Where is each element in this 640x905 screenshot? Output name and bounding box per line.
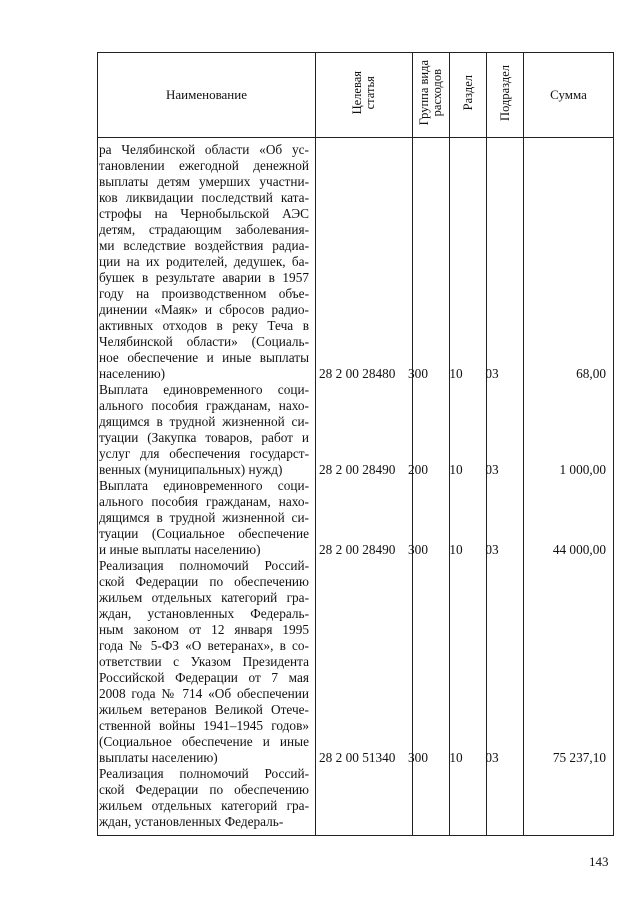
name-text-line: бушек в результате аварии в 1957: [99, 270, 309, 285]
name-text-line: (Социальное обеспечение и иные: [99, 734, 309, 749]
header-subsection: Подраздел: [487, 53, 524, 138]
name-text-line: ответствии с Указом Президента: [99, 654, 309, 669]
sum-cell: 68,00: [576, 366, 606, 381]
sum-cell: 75 237,10: [552, 750, 606, 765]
header-target-article: Целевая статья: [316, 53, 413, 138]
group-cell: 300: [408, 542, 428, 557]
name-text-line: Российской Федерации от 7 мая: [99, 670, 309, 685]
subsection-cell: 03: [485, 542, 499, 557]
name-text-line: ра Челябинской области «Об ус-: [99, 142, 309, 157]
header-section: Раздел: [450, 53, 487, 138]
section-cell: 10: [449, 542, 463, 557]
section-cell: 10: [449, 750, 463, 765]
group-column: [413, 138, 450, 836]
name-text-line: дящимся в трудной жизненной си-: [99, 510, 309, 525]
header-expense-group: Группа вида расходов: [413, 53, 450, 138]
name-text-line: Челябинской области» (Социаль-: [99, 334, 309, 349]
name-text-line: туации (Закупка товаров, работ и: [99, 430, 309, 445]
subsection-cell: 03: [485, 750, 499, 765]
name-text-line: ального пособия гражданам, нахо-: [99, 398, 309, 413]
section-column: [450, 138, 487, 836]
group-cell: 300: [408, 366, 428, 381]
sum-cell: 44 000,00: [552, 542, 606, 557]
header-sum: Сумма: [524, 53, 614, 138]
name-text-line: туации (Социальное обеспечение: [99, 526, 309, 541]
name-text-line: ков ликвидации последствий ката-: [99, 190, 309, 205]
name-text-line: выплаты населению): [99, 750, 218, 765]
subsection-cell: 03: [485, 366, 499, 381]
name-text-line: и иные выплаты населению): [99, 542, 261, 557]
table-header-row: [98, 53, 614, 138]
header-name: Наименование: [98, 53, 316, 138]
name-text-line: ской Федерации по обеспечению: [99, 574, 309, 589]
section-cell: 10: [449, 462, 463, 477]
name-text-line: ской Федерации по обеспечению: [99, 782, 309, 797]
name-text-line: ным законом от 12 января 1995: [99, 622, 309, 637]
name-text-line: ждан, установленных Федераль-: [99, 606, 309, 621]
sum-column: [524, 138, 614, 836]
group-cell: 200: [408, 462, 428, 477]
name-text-line: строфы на Чернобыльской АЭС: [99, 206, 309, 221]
subsection-column: [487, 138, 524, 836]
name-text-line: жильем отдельных категорий гра-: [99, 590, 309, 605]
target-column: [316, 138, 413, 836]
name-text-line: дящимся в трудной жизненной си-: [99, 414, 309, 429]
name-text-line: 2008 года № 714 «Об обеспечении: [99, 686, 309, 701]
name-text-line: ное обеспечение и иные выплаты: [99, 350, 309, 365]
name-text-line: году на производственном объе-: [99, 286, 309, 301]
name-text-line: динении «Маяк» и сбросов радио-: [99, 302, 309, 317]
name-text-line: услуг для обеспечения государст-: [99, 446, 309, 461]
name-text-line: Реализация полномочий Россий-: [99, 766, 309, 781]
page-number: 143: [589, 854, 609, 869]
name-text-line: ции на их родителей, дедушек, ба-: [99, 254, 309, 269]
target-cell: 28 2 00 28490: [319, 462, 396, 477]
name-text-line: тановлении ежегодной денежной: [99, 158, 309, 173]
name-text-line: венных (муниципальных) нужд): [99, 462, 283, 477]
target-cell: 28 2 00 51340: [319, 750, 396, 765]
name-text-line: Реализация полномочий Россий-: [99, 558, 309, 573]
section-cell: 10: [449, 366, 463, 381]
group-cell: 300: [408, 750, 428, 765]
name-text-line: активных отходов в реку Теча в: [99, 318, 309, 333]
name-text-line: жильем отдельных категорий гра-: [99, 798, 309, 813]
name-text-line: ственной войны 1941–1945 годов»: [99, 718, 309, 733]
name-text-line: ждан, установленных Федераль-: [99, 814, 284, 829]
target-cell: 28 2 00 28480: [319, 366, 396, 381]
subsection-cell: 03: [485, 462, 499, 477]
name-text-line: Выплата единовременного соци-: [99, 478, 309, 493]
target-cell: 28 2 00 28490: [319, 542, 396, 557]
name-text-line: населению): [99, 366, 166, 381]
sum-cell: 1 000,00: [559, 462, 606, 477]
name-text-line: выплаты детям умерших участни-: [99, 174, 309, 189]
name-text-line: года № 5-ФЗ «О ветеранах», в со-: [99, 638, 309, 653]
name-text-line: жильем ветеранов Великой Отече-: [99, 702, 309, 717]
name-text-line: ми вследствие воздействия радиа-: [99, 238, 309, 253]
name-text-line: Выплата единовременного соци-: [99, 382, 309, 397]
name-text-line: ального пособия гражданам, нахо-: [99, 494, 309, 509]
name-text-line: детям, страдающим заболевания-: [99, 222, 309, 237]
